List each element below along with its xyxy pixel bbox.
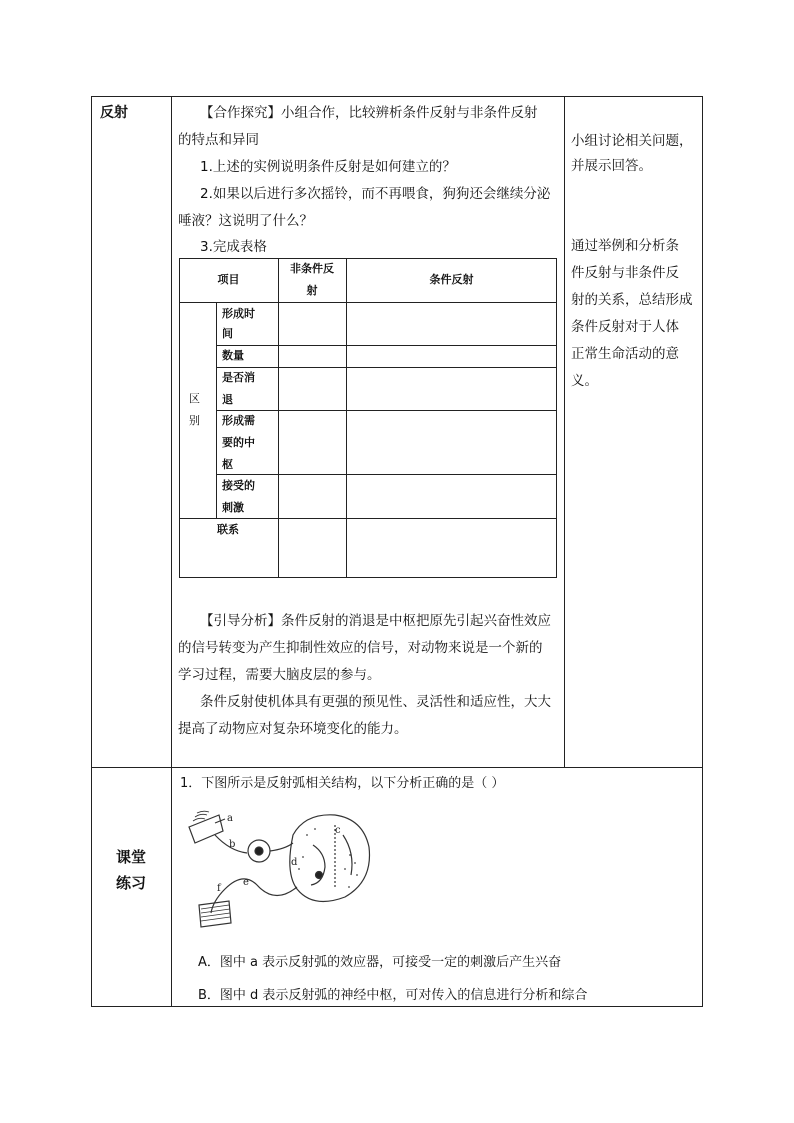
th-unconditioned-1: 非条件反 bbox=[290, 262, 334, 275]
col-divider-1 bbox=[171, 97, 172, 1006]
row-count: 数量 bbox=[222, 349, 244, 362]
right-note-6: 条件反射对于人体 bbox=[571, 319, 679, 335]
row-divider bbox=[92, 767, 702, 768]
guide-line-1 bbox=[200, 608, 551, 635]
row-center-1: 形成需 bbox=[222, 414, 255, 427]
label-c: c bbox=[335, 825, 341, 836]
explore-line-1 bbox=[200, 100, 538, 127]
guide-tag: 【引导分析】 bbox=[200, 613, 281, 629]
diff-label-1: 区 bbox=[189, 392, 200, 405]
diff-label-2: 别 bbox=[189, 414, 200, 427]
question-2-line-2: 唾液？这说明了什么？ bbox=[178, 213, 313, 229]
question-2-line-1: 2.如果以后进行多次摇铃，而不再喂食，狗狗还会继续分泌 bbox=[200, 186, 551, 202]
guide-line-4: 条件反射使机体具有更强的预见性、灵活性和适应性，大大 bbox=[200, 694, 551, 710]
label-f: f bbox=[217, 883, 221, 894]
right-note-3: 通过举例和分析条 bbox=[571, 238, 679, 254]
right-note-4: 件反射与非条件反 bbox=[571, 265, 679, 281]
row-link: 联系 bbox=[217, 523, 239, 536]
label-b: b bbox=[229, 839, 236, 850]
th-unconditioned-2: 射 bbox=[306, 284, 318, 297]
right-note-8: 义。 bbox=[571, 373, 598, 389]
option-b: B．图中 d 表示反射弧的神经中枢，可对传入的信息进行分析和综合 bbox=[198, 988, 588, 1003]
explore-tag: 【合作探究】 bbox=[200, 105, 281, 121]
right-note-5: 射的关系，总结形成 bbox=[571, 292, 693, 308]
row-label-practice-1: 课堂 bbox=[116, 848, 147, 866]
right-note-2: 并展示回答。 bbox=[571, 158, 652, 174]
row-stimulus-2: 刺激 bbox=[222, 501, 244, 514]
row-time-2: 间 bbox=[222, 327, 233, 340]
question-3: 3.完成表格 bbox=[200, 239, 267, 255]
label-e: e bbox=[243, 877, 249, 888]
label-a: a bbox=[227, 813, 233, 824]
guide-line-5: 提高了动物应对复杂环境变化的能力。 bbox=[178, 721, 408, 737]
right-note-1: 小组讨论相关问题， bbox=[571, 133, 693, 149]
question-1: 1.上述的实例说明条件反射是如何建立的？ bbox=[200, 159, 456, 175]
col-divider-2 bbox=[564, 97, 565, 768]
guide-text-1: 条件反射的消退是中枢把原先引起兴奋性效应 bbox=[281, 613, 551, 629]
row-fade-1: 是否消 bbox=[222, 371, 255, 384]
explore-text-1: 小组合作，比较辨析条件反射与非条件反射 bbox=[281, 105, 538, 121]
row-time-1: 形成时 bbox=[222, 307, 255, 320]
practice-question: 1．下图所示是反射弧相关结构，以下分析正确的是（ ） bbox=[180, 776, 505, 791]
label-d: d bbox=[291, 857, 298, 868]
explore-line-2: 的特点和异同 bbox=[178, 132, 259, 148]
row-label-practice-2: 练习 bbox=[116, 874, 147, 892]
guide-line-3: 学习过程，需要大脑皮层的参与。 bbox=[178, 667, 381, 683]
row-center-3: 枢 bbox=[222, 458, 233, 471]
th-item: 项目 bbox=[217, 273, 240, 286]
row-center-2: 要的中 bbox=[222, 436, 255, 449]
row-fade-2: 退 bbox=[222, 393, 233, 406]
reflex-arc-figure bbox=[185, 805, 375, 930]
option-a: A．图中 a 表示反射弧的效应器，可接受一定的刺激后产生兴奋 bbox=[198, 955, 562, 970]
right-note-7: 正常生命活动的意 bbox=[571, 346, 679, 362]
th-conditioned: 条件反射 bbox=[429, 273, 474, 286]
guide-line-2: 的信号转变为产生抑制性效应的信号，对动物来说是一个新的 bbox=[178, 640, 543, 656]
row-stimulus-1: 接受的 bbox=[222, 479, 255, 492]
row-label-reflex: 反射 bbox=[100, 105, 128, 121]
